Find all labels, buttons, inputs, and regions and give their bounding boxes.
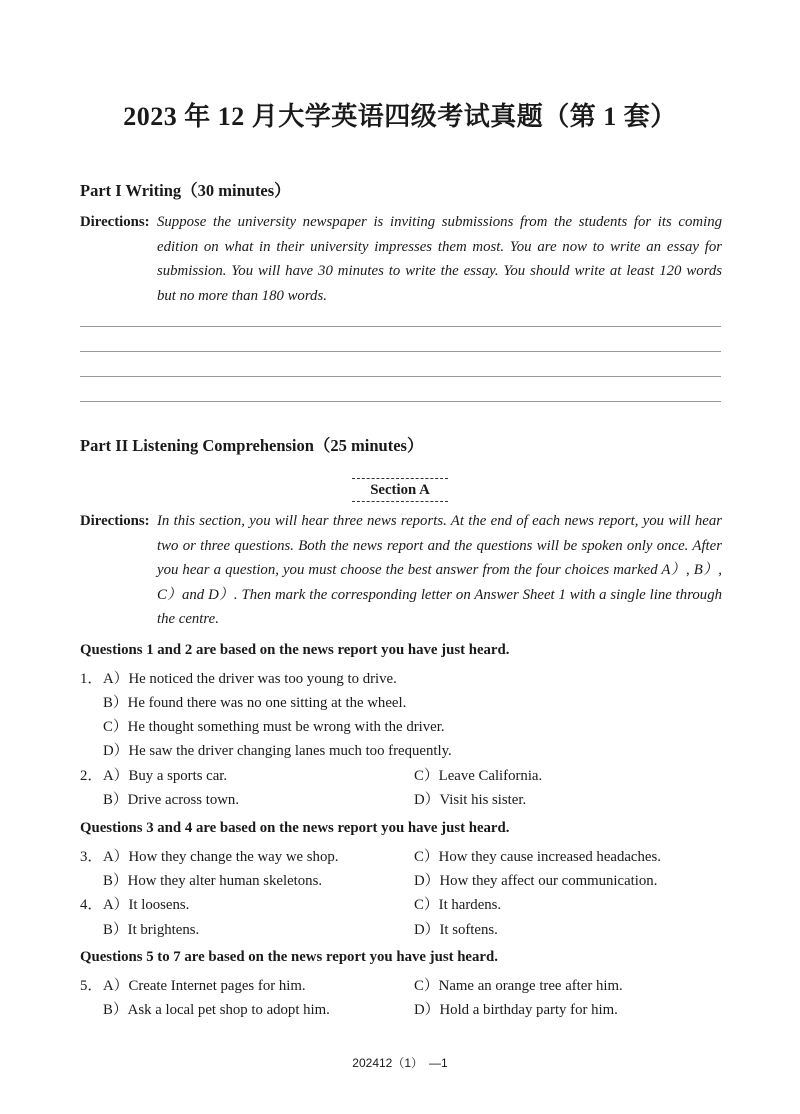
section-a-label: Section A xyxy=(352,478,448,502)
option-d: D）It softens. xyxy=(414,922,498,938)
part-2-directions xyxy=(80,509,722,632)
question-number: 3． xyxy=(80,849,103,865)
page-footer: 202412（1） —1 xyxy=(352,1056,448,1070)
option-d: D）Hold a birthday party for him. xyxy=(414,1002,618,1018)
option-b: B）How they alter human skeletons. xyxy=(103,873,323,889)
question-number: 5． xyxy=(80,978,103,994)
part-2-heading: Part II Listening Comprehension（25 minutes） xyxy=(80,436,424,455)
writing-line xyxy=(80,376,721,377)
option-a: A）Create Internet pages for him. xyxy=(103,978,306,994)
writing-line xyxy=(80,401,721,402)
option-b: B）It brightens. xyxy=(103,922,200,938)
writing-line xyxy=(80,326,721,327)
part-1-heading: Part I Writing（30 minutes） xyxy=(80,181,291,200)
question-number: 2． xyxy=(80,768,103,784)
writing-line xyxy=(80,351,721,352)
option-a: A）He noticed the driver was too young to drive. xyxy=(103,671,397,687)
option-a: A）It loosens. xyxy=(103,897,190,913)
question-group-header: Questions 1 and 2 are based on the news report you have just heard. xyxy=(80,642,510,658)
option-d: D）He saw the driver changing lanes much too frequently. xyxy=(103,743,452,759)
option-d: D）How they affect our communication. xyxy=(414,873,658,889)
option-a: A）Buy a sports car. xyxy=(103,768,228,784)
directions-label: Directions: xyxy=(80,214,150,230)
page-title: 2023 年 12 月大学英语四级考试真题（第 1 套） xyxy=(123,102,677,131)
option-a: A）How they change the way we shop. xyxy=(103,849,339,865)
option-d: D）Visit his sister. xyxy=(414,792,527,808)
directions-label: Directions: xyxy=(80,513,150,529)
question-group-header: Questions 3 and 4 are based on the news report you have just heard. xyxy=(80,820,510,836)
option-c: C）He thought something must be wrong with the driver. xyxy=(103,719,445,735)
question-group-header: Questions 5 to 7 are based on the news report you have just heard. xyxy=(80,949,498,965)
option-c: C）How they cause increased headaches. xyxy=(414,849,661,865)
option-b: B）He found there was no one sitting at the wheel. xyxy=(103,695,407,711)
question-number: 4． xyxy=(80,897,103,913)
directions-text: In this section, you will hear three news reports. At the end of each news report, you will hear two or three questions. Both the news report and the questions will be spoken only once. After you hear a question, you must choose the best answer from the four choices marked A）, B）, C）and D）. Then mark the corresponding letter on Answer Sheet 1 with a single line through the centre. xyxy=(157,513,722,628)
option-c: C）It hardens. xyxy=(414,897,502,913)
option-c: C）Leave California. xyxy=(414,768,543,784)
question-number: 1． xyxy=(80,671,103,687)
option-b: B）Drive across town. xyxy=(103,792,240,808)
option-c: C）Name an orange tree after him. xyxy=(414,978,623,994)
directions-text: Suppose the university newspaper is inviting submissions from the students for its coming edition on what in their university impresses them most. You are now to write an essay for submission. You will have 30 minutes to write the essay. You should write at least 120 words but no more than 180 words. xyxy=(157,214,722,304)
part-1-directions xyxy=(80,210,722,308)
option-b: B）Ask a local pet shop to adopt him. xyxy=(103,1002,330,1018)
